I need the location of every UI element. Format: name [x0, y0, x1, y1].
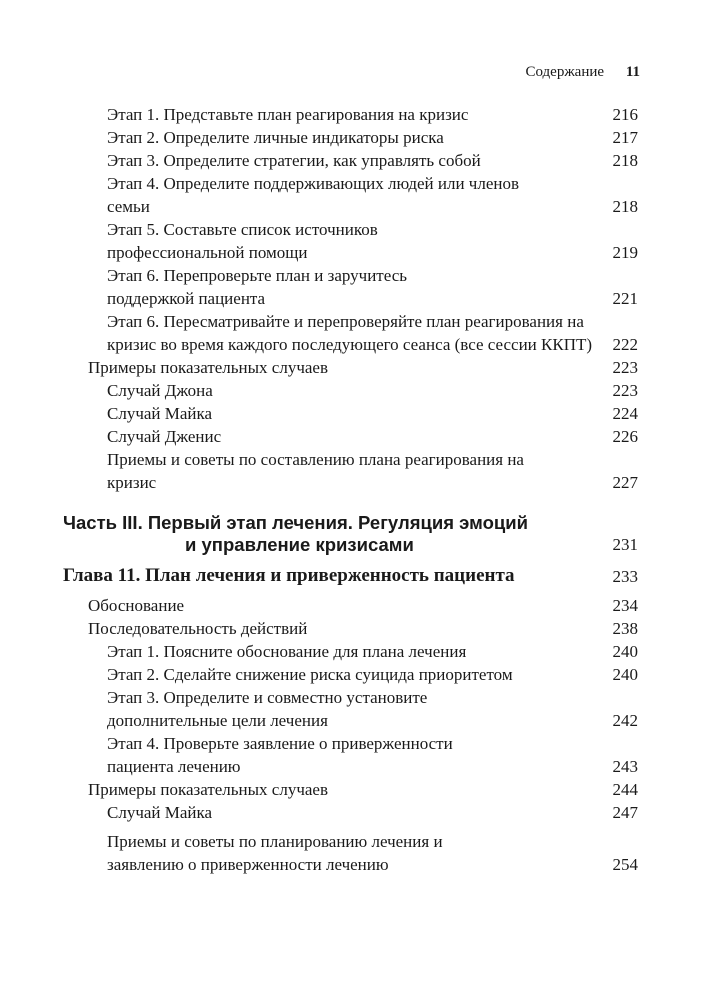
toc-entry-page: 217	[612, 128, 638, 147]
toc-entry-text: Этап 5. Составьте список источников профессиональной помощи	[107, 220, 378, 262]
toc-entry	[0, 402, 703, 425]
toc-entry	[0, 264, 703, 310]
toc-entry-page: 233	[612, 567, 638, 586]
toc-entry-text: Примеры показательных случаев	[88, 358, 328, 377]
toc-part-text	[63, 512, 603, 556]
toc-entry-text: Случай Джона	[107, 381, 213, 400]
toc-entry	[0, 425, 703, 448]
toc-entry-page: 238	[612, 619, 638, 638]
toc-entry	[0, 149, 703, 172]
toc-entry-page: 218	[612, 197, 638, 216]
toc-entry-page: 231	[612, 535, 638, 554]
toc-part-heading	[0, 512, 703, 556]
toc-entry-text: Приемы и советы по планированию лечения и заявлению о приверженности лечению	[107, 832, 443, 874]
toc-entry-text: Этап 3. Определите и совместно установите дополнительные цели лечения	[107, 688, 428, 730]
toc-entry-text: Случай Дженис	[107, 427, 222, 446]
toc-entry-page: 216	[612, 105, 638, 124]
toc-entry-page: 223	[612, 381, 638, 400]
toc-entry-text: Этап 2. Определите личные индикаторы риска	[107, 128, 444, 147]
toc-entry-text: Этап 4. Определите поддерживающих людей или членов семьи	[107, 174, 520, 216]
toc-entry-text: Приемы и советы по составлению плана реагирования на кризис	[107, 450, 524, 492]
toc-entry-text: Этап 6. Перепроверьте план и заручитесь поддержкой пациента	[107, 266, 407, 308]
table-of-contents	[0, 103, 703, 876]
toc-entry-text: Случай Майка	[107, 404, 213, 423]
running-head-title: Содержание	[525, 64, 605, 80]
toc-entry-text: Этап 1. Представьте план реагирования на кризис	[107, 105, 469, 124]
toc-entry-text: Этап 4. Проверьте заявление о приверженности пациента лечению	[107, 734, 453, 776]
toc-entry-page: 221	[612, 289, 638, 308]
toc-entry	[0, 103, 703, 126]
toc-entry	[0, 594, 703, 617]
toc-entry	[0, 126, 703, 149]
toc-entry-text: Примеры показательных случаев	[88, 780, 328, 799]
toc-entry-page: 240	[612, 665, 638, 684]
toc-entry	[0, 778, 703, 801]
toc-entry-page: 218	[612, 151, 638, 170]
toc-entry-page: 227	[612, 473, 638, 492]
toc-entry-text: Случай Майка	[107, 803, 213, 822]
toc-entry	[0, 448, 703, 494]
toc-entry-page: 242	[612, 711, 638, 730]
toc-entry-page: 243	[612, 757, 638, 776]
toc-entry-page: 244	[612, 780, 638, 799]
toc-entry-page: 240	[612, 642, 638, 661]
toc-entry-page: 254	[612, 855, 638, 874]
toc-part-text-line1: Часть III. Первый этап лечения. Регуляция эмоций	[63, 512, 529, 533]
running-head-page-number: 11	[625, 64, 640, 80]
toc-entry-page: 247	[612, 803, 638, 822]
toc-chapter-text: Глава 11. План лечения и приверженность пациента	[63, 565, 515, 586]
toc-entry	[0, 830, 703, 876]
toc-entry-text: Последовательность действий	[88, 619, 308, 638]
toc-part-text-line2: и управление кризисами	[185, 534, 414, 555]
running-head	[0, 64, 640, 81]
toc-entry	[0, 640, 703, 663]
toc-entry-page: 222	[612, 335, 638, 354]
toc-entry-text: Этап 3. Определите стратегии, как управлять собой	[107, 151, 481, 170]
toc-entry	[0, 356, 703, 379]
toc-entry-page: 234	[612, 596, 638, 615]
toc-entry-text: Обоснование	[88, 596, 185, 615]
toc-entry	[0, 172, 703, 218]
toc-entry-page: 226	[612, 427, 638, 446]
toc-entry-text: Этап 2. Сделайте снижение риска суицида приоритетом	[107, 665, 513, 684]
toc-entry	[0, 379, 703, 402]
toc-entry	[0, 732, 703, 778]
toc-entry-page: 224	[612, 404, 638, 423]
toc-entry-text: Этап 6. Пересматривайте и перепроверяйте план реагирования на кризис во время каждого последующего сеанса (все сессии ККПТ)	[107, 312, 593, 354]
toc-chapter-heading	[0, 564, 703, 588]
toc-entry-page: 219	[612, 243, 638, 262]
toc-entry	[0, 218, 703, 264]
toc-entry	[0, 617, 703, 640]
toc-entry	[0, 801, 703, 824]
toc-entry	[0, 663, 703, 686]
toc-entry	[0, 686, 703, 732]
toc-entry-page: 223	[612, 358, 638, 377]
toc-entry	[0, 310, 703, 356]
toc-entry-text: Этап 1. Поясните обоснование для плана лечения	[107, 642, 467, 661]
